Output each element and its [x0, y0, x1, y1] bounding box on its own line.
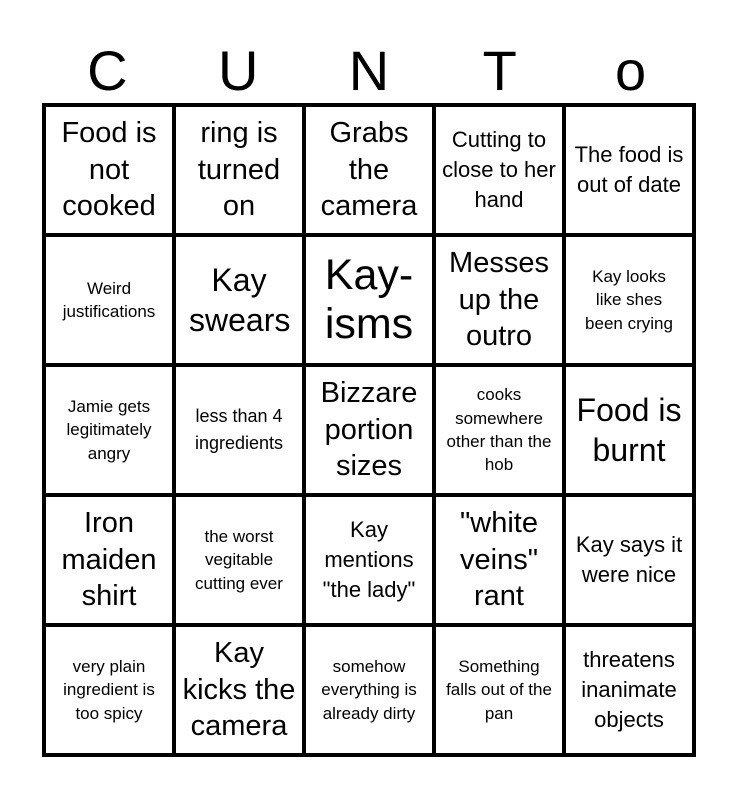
cell-text: Kay says it were nice: [575, 532, 683, 587]
cell-text: Cutting to close to her hand: [442, 127, 556, 212]
cell-text: cooks somewhere other than the hob: [446, 385, 552, 475]
header-letter-5: o: [615, 39, 647, 102]
bingo-cell-r2c3-center[interactable]: [306, 237, 432, 363]
cell-text: less than 4 ingredients: [194, 406, 284, 453]
cell-text: The food is out of date: [574, 142, 684, 197]
bingo-cell-r1c2[interactable]: [176, 107, 302, 233]
cell-text: Kay mentions "the lady": [322, 517, 416, 602]
bingo-cell-r2c2[interactable]: [176, 237, 302, 363]
bingo-cell-r2c5[interactable]: [566, 237, 692, 363]
bingo-cell-r5c3[interactable]: [306, 627, 432, 753]
cell-text: Messes up the outro: [449, 246, 549, 353]
bingo-cell-r4c5[interactable]: [566, 497, 692, 623]
cell-text: Iron maiden shirt: [61, 506, 157, 613]
bingo-cell-r3c2[interactable]: [176, 367, 302, 493]
bingo-cell-r4c2[interactable]: [176, 497, 302, 623]
header-letter-2: U: [217, 39, 259, 102]
bingo-cell-r1c3[interactable]: [306, 107, 432, 233]
bingo-cell-r5c4[interactable]: [436, 627, 562, 753]
bingo-cell-r5c2[interactable]: [176, 627, 302, 753]
cell-text: Grabs the camera: [320, 116, 418, 223]
header-letter-1: C: [87, 39, 128, 102]
cell-text: Kay kicks the camera: [182, 636, 296, 743]
cell-text: Food is burnt: [576, 391, 682, 468]
bingo-cell-r4c1[interactable]: [46, 497, 172, 623]
bingo-cell-r4c3[interactable]: [306, 497, 432, 623]
bingo-cell-r4c4[interactable]: [436, 497, 562, 623]
bingo-board: [42, 103, 696, 757]
bingo-cell-r1c5[interactable]: [566, 107, 692, 233]
bingo-cell-r2c1[interactable]: [46, 237, 172, 363]
bingo-cell-r3c1[interactable]: [46, 367, 172, 493]
cell-text: threatens inanimate objects: [581, 647, 677, 732]
cell-text: Weird justifications: [62, 278, 156, 321]
cell-text: very plain ingredient is too spicy: [63, 656, 155, 723]
bingo-header: [42, 40, 696, 102]
header-letter-4: T: [482, 39, 517, 102]
bingo-cell-r5c5[interactable]: [566, 627, 692, 753]
bingo-cell-r3c3[interactable]: [306, 367, 432, 493]
bingo-cell-r1c4[interactable]: [436, 107, 562, 233]
cell-text: the worst vegitable cutting ever: [195, 526, 283, 593]
cell-text: Food is not cooked: [61, 116, 157, 223]
bingo-cell-r2c4[interactable]: [436, 237, 562, 363]
bingo-cell-r3c4[interactable]: [436, 367, 562, 493]
cell-text: Kay looks like shes been crying: [585, 266, 673, 333]
bingo-cell-r1c1[interactable]: [46, 107, 172, 233]
cell-text: Bizzare portion sizes: [320, 376, 418, 483]
cell-text: somehow everything is already dirty: [321, 656, 417, 723]
cell-text: Jamie gets legitimately angry: [66, 396, 152, 463]
cell-text: "white veins" rant: [460, 506, 538, 613]
bingo-cell-r3c5[interactable]: [566, 367, 692, 493]
cell-text: Something falls out of the pan: [446, 656, 552, 723]
header-letter-3: N: [348, 39, 390, 102]
bingo-cell-r5c1[interactable]: [46, 627, 172, 753]
cell-text: Kay-isms: [324, 250, 414, 348]
cell-text: Kay swears: [189, 261, 291, 338]
cell-text: ring is turned on: [197, 116, 281, 223]
